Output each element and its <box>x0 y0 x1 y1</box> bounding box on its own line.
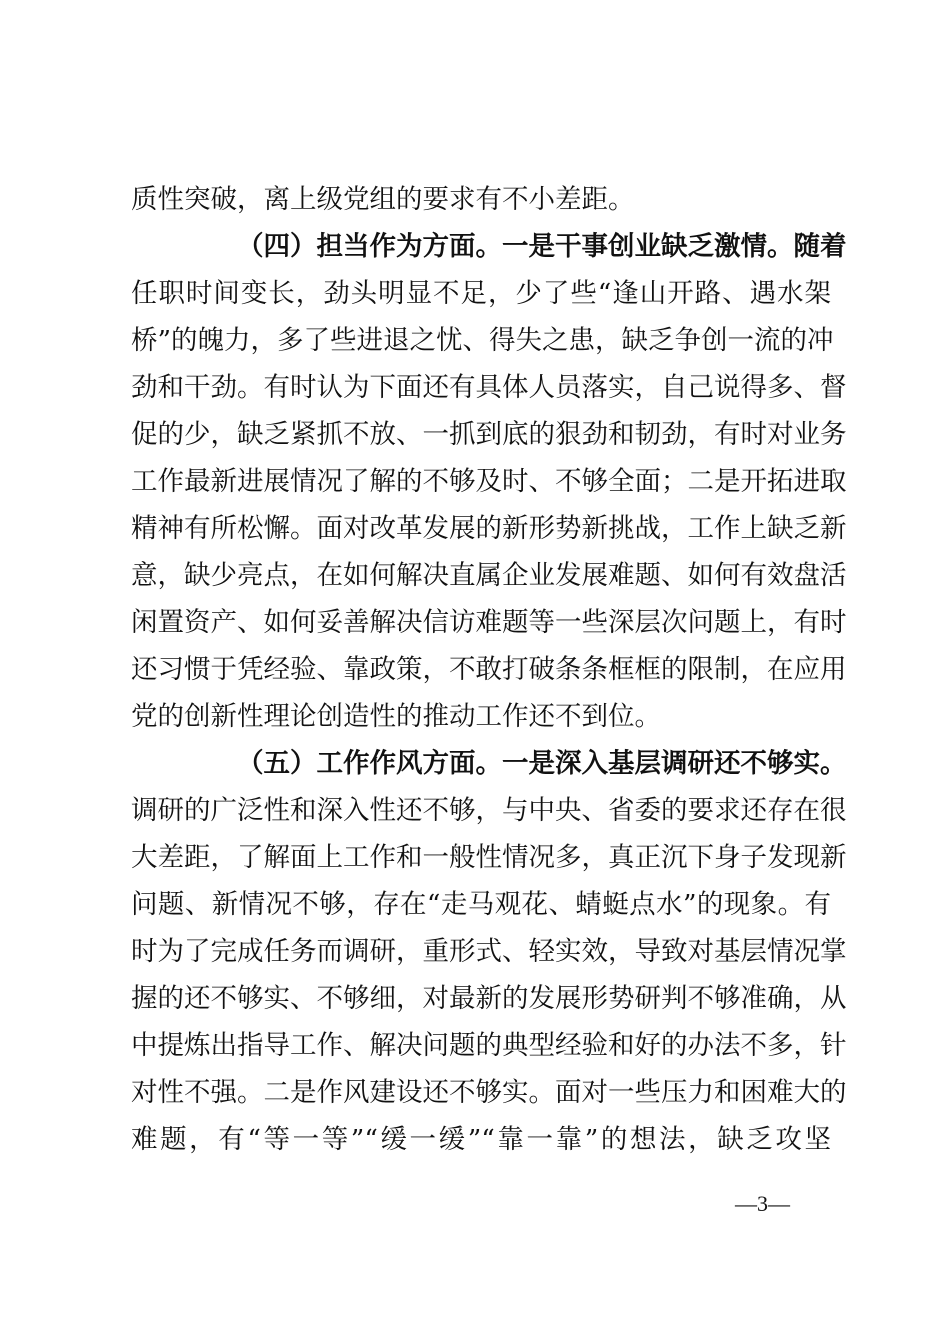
text-line: 任职时间变长，劲头明显不足，少了些“逢山开路、遇水架 <box>131 278 831 309</box>
section-heading-line: （五）工作作风方面。一是深入基层调研还不够实。 <box>237 748 847 779</box>
text-line: 时为了完成任务而调研，重形式、轻实效，导致对基层情况掌 <box>131 936 847 967</box>
text-line: 精神有所松懈。面对改革发展的新形势新挑战，工作上缺乏新 <box>131 513 847 544</box>
text-line: 质性突破，离上级党组的要求有不小差距。 <box>131 184 635 215</box>
text-line: 握的还不够实、不够细，对最新的发展形势研判不够准确，从 <box>131 983 847 1014</box>
text-line: 闲置资产、如何妥善解决信访难题等一些深层次问题上，有时 <box>131 607 847 638</box>
text-line: 对性不强。二是作风建设还不够实。面对一些压力和困难大的 <box>131 1077 847 1108</box>
page-number: —3— <box>735 1191 790 1216</box>
text-line: 劲和干劲。有时认为下面还有具体人员落实，自己说得多、督 <box>131 372 847 403</box>
section-heading-line: （四）担当作为方面。一是干事创业缺乏激情。随着 <box>237 231 847 262</box>
text-line: 还习惯于凭经验、靠政策，不敢打破条条框框的限制，在应用 <box>131 654 847 685</box>
text-line: 问题、新情况不够，存在“走马观花、蜻蜓点水”的现象。有 <box>131 889 831 920</box>
text-line: 难题，有“等一等”“缓一缓”“靠一靠”的想法，缺乏攻坚 <box>131 1124 831 1155</box>
text-line: 意，缺少亮点，在如何解决直属企业发展难题、如何有效盘活 <box>131 560 847 591</box>
text-line: 中提炼出指导工作、解决问题的典型经验和好的办法不多，针 <box>131 1030 847 1061</box>
text-line: 桥”的魄力，多了些进退之忧、得失之患，缺乏争创一流的冲 <box>131 325 834 356</box>
text-line: 促的少，缺乏紧抓不放、一抓到底的狠劲和韧劲，有时对业务 <box>131 419 847 450</box>
text-line: 党的创新性理论创造性的推动工作还不到位。 <box>131 701 661 732</box>
text-line: 工作最新进展情况了解的不够及时、不够全面；二是开拓进取 <box>131 466 847 497</box>
text-line: 调研的广泛性和深入性还不够，与中央、省委的要求还存在很 <box>131 795 847 826</box>
text-line: 大差距，了解面上工作和一般性情况多，真正沉下身子发现新 <box>131 842 847 873</box>
